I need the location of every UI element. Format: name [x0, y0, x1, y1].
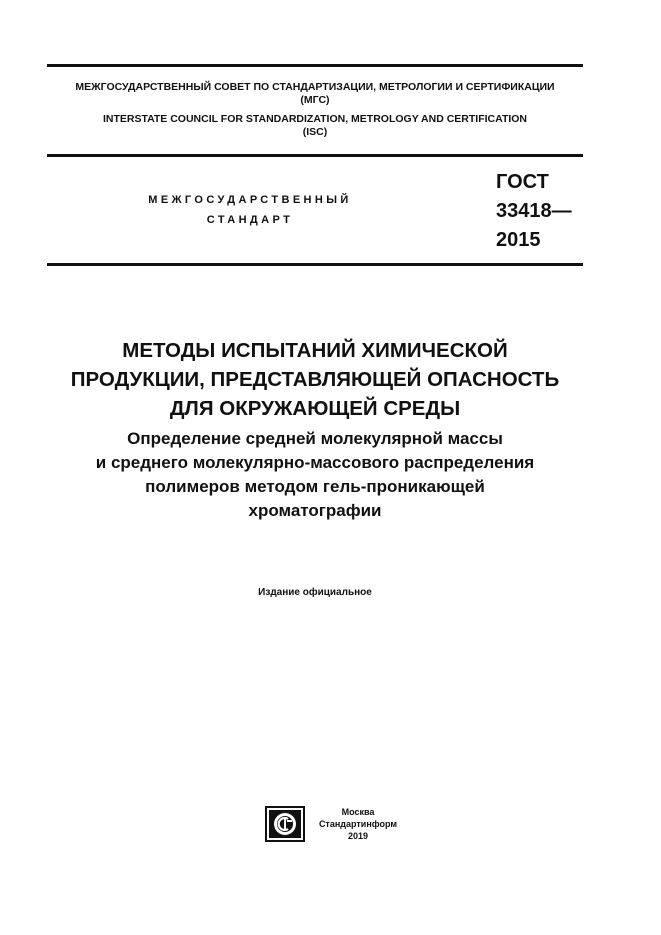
- edition-label: Издание официальное: [258, 587, 372, 598]
- council-en: [47, 113, 583, 139]
- document-subtitle: [40, 427, 590, 523]
- council-en-line2: (ISC): [302, 126, 328, 138]
- subtitle-line: и среднего молекулярно-массового распределения: [95, 453, 535, 472]
- gost-number: 33418—: [496, 200, 572, 222]
- publisher-city: Москва: [341, 807, 375, 817]
- publisher-imprint: [308, 806, 408, 842]
- publisher-name: Стандартинформ: [318, 819, 398, 829]
- bottom-rule: [47, 263, 583, 266]
- interstate-line2: СТАНДАРТ: [206, 214, 294, 226]
- council-ru-line2: (МГС): [300, 94, 330, 106]
- publisher-year: 2019: [347, 831, 369, 841]
- interstate-standard-label: [100, 190, 400, 230]
- subtitle-line: Определение средней молекулярной массы: [127, 429, 503, 448]
- subtitle-line: полимеров методом гель-проникающей: [145, 477, 485, 496]
- gost-label: ГОСТ: [496, 171, 549, 193]
- document-title: [40, 336, 590, 423]
- gost-year: 2015: [496, 229, 541, 251]
- middle-rule: [47, 154, 583, 157]
- council-en-line1: INTERSTATE COUNCIL FOR STANDARDIZATION, METROLOGY AND CERTIFICATION: [102, 113, 528, 125]
- standartinform-logo-icon: [265, 806, 305, 842]
- subtitle-line: хроматографии: [248, 501, 382, 520]
- top-rule: [47, 64, 583, 67]
- title-line: ДЛЯ ОКРУЖАЮЩЕЙ СРЕДЫ: [169, 397, 461, 420]
- gost-designation: [496, 168, 572, 255]
- interstate-line1: МЕЖГОСУДАРСТВЕННЫЙ: [148, 194, 352, 206]
- title-line: ПРОДУКЦИИ, ПРЕДСТАВЛЯЮЩЕЙ ОПАСНОСТЬ: [70, 368, 560, 391]
- council-ru: [47, 81, 583, 107]
- council-ru-line1: МЕЖГОСУДАРСТВЕННЫЙ СОВЕТ ПО СТАНДАРТИЗАЦИИ, МЕТРОЛОГИИ И СЕРТИФИКАЦИИ: [75, 81, 555, 93]
- title-line: МЕТОДЫ ИСПЫТАНИЙ ХИМИЧЕСКОЙ: [122, 339, 508, 362]
